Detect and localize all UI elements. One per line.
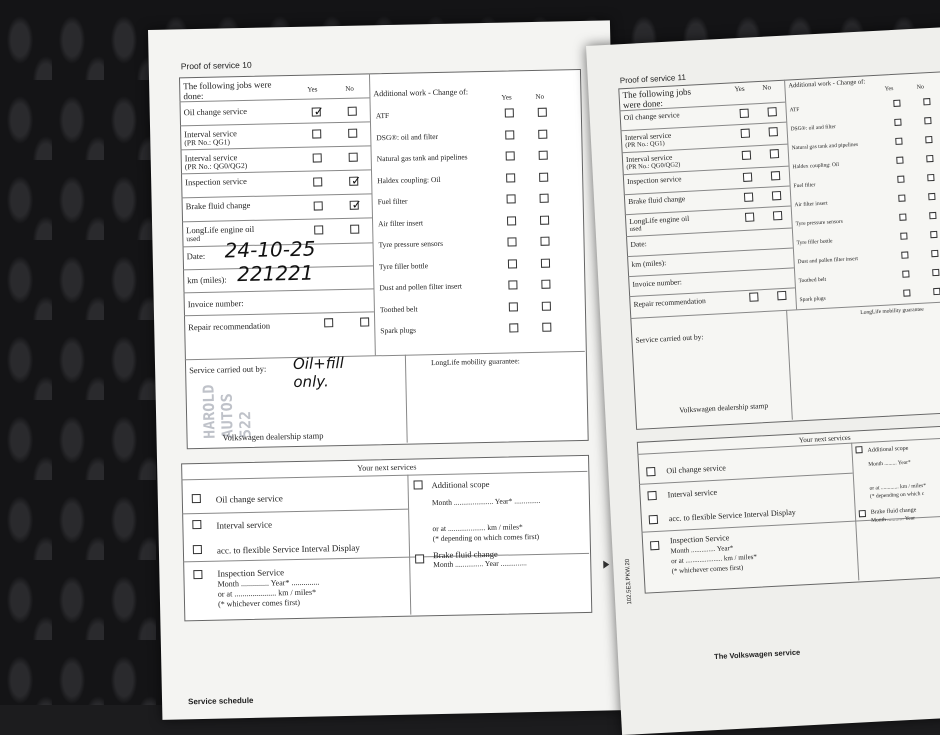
additional-no-checkbox[interactable]	[541, 280, 550, 289]
job-yes-checkbox[interactable]	[313, 177, 322, 186]
job-sub: (PR No.: QG0/QG2)	[184, 160, 248, 172]
job-label: Interval service	[624, 130, 672, 143]
next-flexible-checkbox[interactable]	[649, 515, 658, 524]
next-oil-checkbox[interactable]	[646, 467, 655, 476]
additional-scope-label: Additional scope	[867, 445, 909, 454]
job-label: Interval service	[184, 128, 237, 140]
job-yes-checkbox[interactable]	[740, 109, 749, 118]
dealer-stamp-label: Volkswagen dealership stamp	[678, 400, 769, 415]
additional-no-checkbox[interactable]	[541, 258, 550, 267]
checkmark-icon: ✓	[313, 104, 324, 119]
job-no-checkbox[interactable]	[348, 129, 357, 138]
service-by-handwritten[interactable]: Oil+fill only.	[292, 353, 344, 392]
job-yes-checkbox[interactable]	[741, 129, 750, 138]
additional-item-label: ATF	[789, 106, 800, 114]
scope-depending: (* depending on which c	[869, 490, 925, 500]
next-services-header: Your next services	[357, 462, 417, 473]
additional-item-label: Dust and pollen filter insert	[797, 256, 859, 266]
additional-item-label: Tyre filler bottle	[796, 238, 833, 247]
job-no-checkbox[interactable]	[771, 171, 780, 180]
job-no-checkbox[interactable]	[349, 153, 358, 162]
inspection-or: or at ..................... km / miles*	[670, 552, 758, 566]
next-oil-label: Oil change service	[215, 493, 283, 505]
additional-item-label: Dust and pollen filter insert	[379, 281, 463, 293]
job-no-checkbox[interactable]	[348, 107, 357, 116]
scope-depending: (* depending on which comes first)	[432, 531, 540, 544]
arrow-right-icon	[603, 560, 609, 568]
additional-yes-checkbox[interactable]	[899, 213, 906, 220]
job-no-checkbox[interactable]	[350, 225, 359, 234]
invoice-label: Invoice number:	[187, 298, 244, 310]
job-yes-checkbox[interactable]	[744, 192, 753, 201]
additional-no-checkbox[interactable]	[539, 151, 548, 160]
no-header: No	[916, 84, 925, 91]
additional-no-checkbox[interactable]	[924, 117, 931, 124]
additional-no-checkbox[interactable]	[926, 155, 933, 162]
job-yes-checkbox[interactable]	[314, 201, 323, 210]
page-title: Proof of service 10	[180, 59, 252, 72]
repair-no-checkbox[interactable]	[777, 291, 786, 300]
repair-no-checkbox[interactable]	[360, 317, 369, 326]
no-header: No	[762, 83, 772, 92]
next-flexible-label: acc. to flexible Service Interval Display	[668, 507, 796, 524]
next-oil-checkbox[interactable]	[192, 494, 201, 503]
additional-yes-checkbox[interactable]	[507, 237, 516, 246]
service-by-label: Service carried out by:	[189, 363, 267, 376]
job-no-checkbox[interactable]	[772, 191, 781, 200]
job-label: Inspection service	[185, 175, 247, 188]
next-interval-checkbox[interactable]	[647, 491, 656, 500]
next-inspection-label: Inspection Service	[217, 567, 285, 579]
additional-item-label: DSG®: oil and filter	[790, 124, 837, 133]
job-yes-checkbox[interactable]	[313, 153, 322, 162]
additional-work-header: Additional work - Change of:	[788, 78, 866, 90]
job-label: Interval service	[625, 152, 673, 165]
yes-header: Yes	[501, 93, 512, 102]
brake-month: Month ............... Year ..............	[433, 558, 527, 570]
next-inspection-label: Inspection Service	[669, 533, 730, 546]
additional-yes-checkbox[interactable]	[894, 119, 901, 126]
repair-yes-checkbox[interactable]	[749, 292, 758, 301]
additional-no-checkbox[interactable]	[931, 250, 938, 257]
additional-yes-checkbox[interactable]	[505, 108, 514, 117]
additional-item-label: Tyre pressure sensors	[795, 218, 843, 228]
brake-fluid-label: Brake fluid change	[870, 507, 917, 516]
brake-fluid-label: Brake fluid change	[432, 548, 498, 561]
additional-no-checkbox[interactable]	[538, 129, 547, 138]
additional-yes-checkbox[interactable]	[506, 151, 515, 160]
next-oil-label: Oil change service	[666, 463, 727, 476]
side-code: 102.5E3.PKW.20	[624, 558, 634, 605]
job-yes-checkbox[interactable]	[312, 104, 324, 119]
km-label: km (miles):	[187, 274, 227, 286]
scope-or: or at ............. km / miles*	[869, 482, 927, 492]
additional-yes-checkbox[interactable]	[507, 194, 516, 203]
dealer-stamp-label: Volkswagen dealership stamp	[222, 430, 324, 443]
additional-yes-checkbox[interactable]	[506, 173, 515, 182]
job-label: Brake fluid change	[627, 194, 686, 206]
yes-header: Yes	[884, 85, 894, 93]
additional-item-label: DSG®: oil and filter	[376, 131, 439, 142]
additional-yes-checkbox[interactable]	[893, 100, 900, 107]
additional-yes-checkbox[interactable]	[901, 251, 908, 258]
additional-item-label: Air filter insert	[378, 217, 424, 228]
additional-no-checkbox[interactable]	[927, 174, 934, 181]
additional-yes-checkbox[interactable]	[900, 232, 907, 239]
additional-item-label: Toothed belt	[798, 276, 827, 285]
additional-item-label: Spark plugs	[799, 295, 826, 304]
scope-month: Month ......... Year*	[868, 459, 911, 468]
jobs-header: The following jobs were done:	[622, 86, 692, 111]
date-label: Date:	[186, 250, 206, 262]
repair-label: Repair recommendation	[188, 320, 271, 333]
repair-yes-checkbox[interactable]	[324, 318, 333, 327]
proof-of-service-10-page	[148, 20, 624, 720]
no-header: No	[535, 92, 545, 101]
additional-item-label: Air filter insert	[794, 200, 828, 209]
job-yes-checkbox[interactable]	[312, 129, 321, 138]
job-no-checkbox[interactable]	[773, 211, 782, 220]
job-label: Oil change service	[623, 110, 680, 123]
additional-yes-checkbox[interactable]	[508, 259, 517, 268]
job-label: LongLife engine oil	[629, 213, 690, 226]
job-no-checkbox[interactable]	[767, 107, 776, 116]
additional-yes-checkbox[interactable]	[903, 289, 910, 296]
next-inspection-checkbox[interactable]	[650, 541, 659, 550]
next-interval-label: Interval service	[667, 487, 718, 500]
footer: The Volkswagen service	[713, 647, 801, 662]
service-by-label: Service carried out by:	[635, 332, 704, 345]
additional-no-checkbox[interactable]	[542, 301, 551, 310]
additional-scope-checkbox[interactable]	[413, 480, 422, 489]
additional-no-checkbox[interactable]	[930, 231, 937, 238]
proof-of-service-11-page	[586, 27, 940, 735]
additional-yes-checkbox[interactable]	[509, 323, 518, 332]
additional-yes-checkbox[interactable]	[897, 176, 904, 183]
inspection-whichever: (* whichever comes first)	[217, 597, 301, 609]
inspection-whichever: (* whichever comes first)	[671, 563, 744, 576]
additional-no-checkbox[interactable]	[540, 215, 549, 224]
job-label: Interval service	[184, 152, 238, 164]
additional-item-label: Tyre pressure sensors	[378, 238, 444, 250]
additional-work-header: Additional work - Change of:	[373, 87, 469, 99]
additional-item-label: Haldex coupling: Oil	[377, 174, 441, 185]
checkmark-icon: ✓	[351, 197, 362, 212]
job-yes-checkbox[interactable]	[745, 212, 754, 221]
brake-fluid-checkbox[interactable]	[415, 554, 424, 563]
footer: Service schedule	[187, 695, 254, 707]
scope-month: Month ..................... Year* ..............	[431, 495, 541, 508]
additional-scope-label: Additional scope	[431, 478, 490, 491]
job-yes-checkbox[interactable]	[742, 151, 751, 160]
inspection-month: Month .............. Year* ..............	[217, 577, 320, 589]
additional-item-label: Fuel filter	[377, 196, 408, 207]
job-sub: used	[186, 233, 201, 244]
additional-no-checkbox[interactable]	[929, 212, 936, 219]
job-yes-checkbox[interactable]	[314, 225, 323, 234]
inspection-or: or at ..................... km / miles*	[217, 587, 317, 599]
additional-no-checkbox[interactable]	[538, 108, 547, 117]
additional-no-checkbox[interactable]	[539, 172, 548, 181]
next-flexible-label: acc. to flexible Service Interval Display	[216, 542, 360, 556]
date-handwritten[interactable]: 24-10-25	[224, 236, 316, 263]
job-sub: used	[629, 225, 642, 233]
invoice-label: Invoice number:	[632, 277, 683, 289]
additional-no-checkbox[interactable]	[932, 269, 939, 276]
job-label: Inspection service	[626, 174, 682, 187]
additional-yes-checkbox[interactable]	[508, 280, 517, 289]
job-sub: (PR No.: QG1)	[625, 140, 665, 150]
yes-header: Yes	[307, 85, 318, 94]
next-services-header: Your next services	[798, 433, 851, 445]
job-label: Brake fluid change	[185, 199, 251, 212]
mobility-label: LongLife mobility guarantee	[860, 306, 924, 317]
job-no-checkbox[interactable]	[770, 149, 779, 158]
yes-header: Yes	[734, 84, 745, 94]
additional-yes-checkbox[interactable]	[896, 157, 903, 164]
next-interval-label: Interval service	[216, 519, 273, 531]
job-sub: (PR No.: QG1)	[184, 137, 231, 148]
additional-no-checkbox[interactable]	[540, 237, 549, 246]
mobility-label: LongLife mobility guarantee:	[430, 356, 520, 368]
additional-no-checkbox[interactable]	[540, 194, 549, 203]
job-no-checkbox[interactable]	[769, 127, 778, 136]
checkmark-icon: ✓	[351, 173, 362, 188]
additional-yes-checkbox[interactable]	[895, 138, 902, 145]
additional-no-checkbox[interactable]	[542, 323, 551, 332]
additional-item-label: Haldex coupling: Oil	[792, 161, 840, 171]
additional-yes-checkbox[interactable]	[505, 130, 514, 139]
additional-yes-checkbox[interactable]	[507, 216, 516, 225]
brake-fluid-checkbox[interactable]	[859, 510, 866, 517]
additional-item-label: Natural gas tank and pipelines	[791, 141, 859, 152]
no-header: No	[345, 84, 354, 93]
scope-or: or at .................... km / miles*	[432, 522, 523, 534]
job-no-checkbox[interactable]	[349, 173, 362, 188]
job-sub: (PR No.: QG0/QG2)	[626, 161, 681, 172]
job-yes-checkbox[interactable]	[743, 172, 752, 181]
additional-no-checkbox[interactable]	[928, 193, 935, 200]
date-label: Date:	[630, 239, 647, 249]
job-label: Oil change service	[183, 105, 248, 118]
additional-no-checkbox[interactable]	[933, 288, 940, 295]
additional-scope-checkbox[interactable]	[855, 446, 862, 453]
repair-label: Repair recommendation	[633, 296, 706, 309]
additional-item-label: Spark plugs	[380, 325, 417, 336]
next-inspection-checkbox[interactable]	[193, 570, 202, 579]
additional-item-label: Toothed belt	[379, 303, 418, 314]
additional-yes-checkbox[interactable]	[509, 302, 518, 311]
jobs-table	[618, 71, 940, 430]
job-no-checkbox[interactable]	[350, 197, 362, 212]
page-title: Proof of service 11	[619, 72, 687, 86]
jobs-header: The following jobs were done:	[183, 79, 272, 102]
additional-yes-checkbox[interactable]	[902, 270, 909, 277]
additional-no-checkbox[interactable]	[925, 136, 932, 143]
next-flexible-checkbox[interactable]	[193, 545, 202, 554]
additional-item-label: Natural gas tank and pipelines	[376, 152, 468, 164]
additional-item-label: ATF	[375, 110, 390, 121]
inspection-month: Month .............. Year*	[670, 543, 734, 556]
additional-item-label: Tyre filler bottle	[378, 260, 429, 271]
brake-month: Month ............ Year	[871, 515, 916, 524]
km-handwritten[interactable]: 221221	[236, 260, 314, 287]
km-label: km (miles):	[631, 258, 667, 269]
job-label: LongLife engine oil	[186, 223, 255, 236]
additional-no-checkbox[interactable]	[923, 98, 930, 105]
dealer-stamp-imprint: HAROLD AUTOS 522	[199, 384, 255, 439]
additional-yes-checkbox[interactable]	[898, 194, 905, 201]
additional-item-label: Fuel filter	[793, 182, 816, 190]
next-interval-checkbox[interactable]	[192, 520, 201, 529]
